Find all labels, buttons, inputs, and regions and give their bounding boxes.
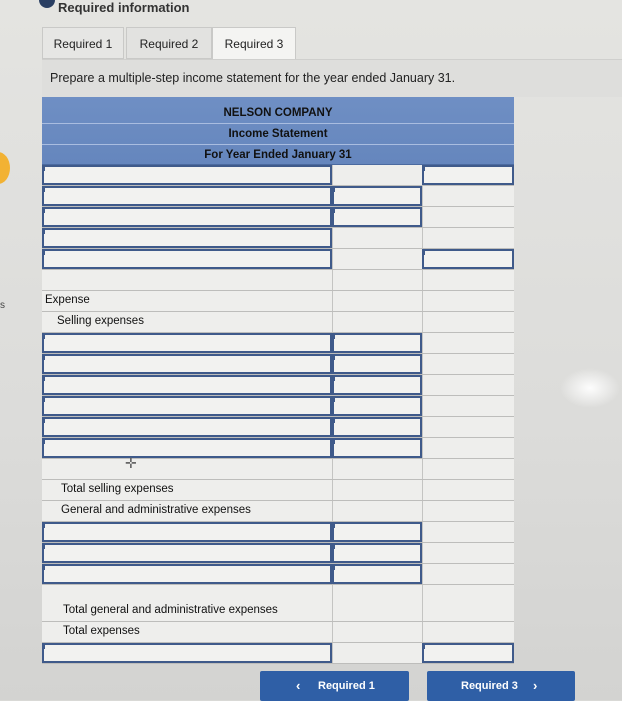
statement-period: For Year Ended January 31 bbox=[204, 149, 352, 161]
previous-required-button[interactable] bbox=[260, 671, 409, 701]
table-row bbox=[42, 564, 514, 585]
amount-input[interactable] bbox=[332, 643, 422, 663]
amount-input[interactable] bbox=[332, 270, 422, 290]
amount-input[interactable] bbox=[332, 522, 422, 542]
table-row-total-gen-admin bbox=[42, 601, 514, 622]
amount-input[interactable] bbox=[332, 186, 422, 206]
label-input[interactable] bbox=[42, 207, 332, 227]
total-input[interactable] bbox=[422, 438, 514, 458]
label-input[interactable] bbox=[42, 643, 332, 663]
total-input[interactable] bbox=[422, 643, 514, 663]
total-input[interactable] bbox=[422, 165, 514, 185]
amount-cell bbox=[332, 291, 422, 311]
table-row-total-expenses bbox=[42, 622, 514, 643]
amount-input[interactable] bbox=[332, 228, 422, 248]
tab-required-2[interactable]: Required 2 bbox=[126, 27, 212, 59]
label-input[interactable] bbox=[42, 522, 332, 542]
label-input[interactable] bbox=[42, 564, 332, 584]
label-input[interactable] bbox=[42, 228, 332, 248]
amount-cell bbox=[332, 501, 422, 521]
total-cell[interactable] bbox=[422, 480, 514, 500]
table-row bbox=[42, 375, 514, 396]
chevron-left-icon: ‹ bbox=[296, 678, 301, 693]
statement-title: Income Statement bbox=[228, 128, 328, 140]
amount-input[interactable] bbox=[332, 396, 422, 416]
tab-required-3[interactable]: Required 3 bbox=[212, 27, 296, 61]
chevron-right-icon: › bbox=[533, 678, 538, 693]
table-row bbox=[42, 333, 514, 354]
table-row bbox=[42, 354, 514, 375]
header-divider bbox=[42, 144, 514, 145]
amount-cell[interactable] bbox=[332, 480, 422, 500]
screen-glare bbox=[560, 368, 620, 408]
total-cell bbox=[422, 312, 514, 332]
total-expenses-label: Total expenses bbox=[63, 625, 140, 637]
table-row bbox=[42, 417, 514, 438]
label-input[interactable] bbox=[42, 459, 332, 479]
label-input[interactable] bbox=[42, 249, 332, 269]
table-row bbox=[42, 207, 514, 228]
total-selling-expenses-label: Total selling expenses bbox=[61, 483, 174, 495]
total-input[interactable] bbox=[422, 186, 514, 206]
next-button-label: Required 3 bbox=[461, 680, 518, 692]
total-input[interactable] bbox=[422, 228, 514, 248]
total-input[interactable] bbox=[422, 333, 514, 353]
total-input[interactable] bbox=[422, 417, 514, 437]
total-input[interactable] bbox=[422, 375, 514, 395]
table-row bbox=[42, 438, 514, 459]
total-input[interactable] bbox=[422, 207, 514, 227]
table-row bbox=[42, 543, 514, 564]
label-cell bbox=[42, 622, 332, 642]
table-row bbox=[42, 522, 514, 543]
label-input[interactable] bbox=[42, 543, 332, 563]
amount-input[interactable] bbox=[332, 543, 422, 563]
amount-cell bbox=[332, 312, 422, 332]
table-row-gen-admin bbox=[42, 501, 514, 522]
amount-input[interactable] bbox=[332, 165, 422, 185]
amount-input[interactable] bbox=[332, 564, 422, 584]
total-input[interactable] bbox=[422, 354, 514, 374]
amount-input[interactable] bbox=[332, 207, 422, 227]
total-gen-admin-expenses-label: Total general and administrative expenses bbox=[63, 604, 278, 616]
table-row bbox=[42, 228, 514, 249]
total-cell bbox=[422, 291, 514, 311]
label-input[interactable] bbox=[42, 165, 332, 185]
table-row-selling-expenses bbox=[42, 312, 514, 333]
total-cell[interactable] bbox=[422, 601, 514, 621]
margin-text: s bbox=[0, 300, 5, 311]
total-input[interactable] bbox=[422, 564, 514, 584]
amount-input[interactable] bbox=[332, 249, 422, 269]
label-input[interactable] bbox=[42, 354, 332, 374]
label-input[interactable] bbox=[42, 333, 332, 353]
total-input[interactable] bbox=[422, 522, 514, 542]
table-row bbox=[42, 396, 514, 417]
total-input[interactable] bbox=[422, 249, 514, 269]
total-input[interactable] bbox=[422, 396, 514, 416]
expense-label: Expense bbox=[45, 294, 90, 306]
table-row-total-selling bbox=[42, 480, 514, 501]
label-input[interactable] bbox=[42, 396, 332, 416]
label-cell bbox=[42, 601, 332, 621]
amount-input[interactable] bbox=[332, 375, 422, 395]
amount-input[interactable] bbox=[332, 333, 422, 353]
table-row bbox=[42, 643, 514, 664]
amount-cell[interactable] bbox=[332, 622, 422, 642]
header-divider bbox=[42, 123, 514, 124]
next-required-button[interactable] bbox=[427, 671, 575, 701]
table-row bbox=[42, 165, 514, 186]
table-row bbox=[42, 186, 514, 207]
amount-input[interactable] bbox=[332, 354, 422, 374]
table-row bbox=[42, 249, 514, 270]
label-input[interactable] bbox=[42, 417, 332, 437]
gen-admin-expenses-label: General and administrative expenses bbox=[61, 504, 251, 516]
table-row bbox=[42, 270, 514, 291]
total-input[interactable] bbox=[422, 459, 514, 479]
total-cell[interactable] bbox=[422, 622, 514, 642]
instruction-text: Prepare a multiple-step income statement for the year ended January 31. bbox=[50, 71, 456, 85]
label-cell bbox=[42, 480, 332, 500]
label-input[interactable] bbox=[42, 438, 332, 458]
amount-cell[interactable] bbox=[332, 601, 422, 621]
total-input[interactable] bbox=[422, 543, 514, 563]
total-cell bbox=[422, 501, 514, 521]
selling-expenses-label: Selling expenses bbox=[57, 315, 144, 327]
label-input[interactable] bbox=[42, 270, 332, 290]
tab-required-1[interactable]: Required 1 bbox=[42, 27, 124, 59]
table-row-expense bbox=[42, 291, 514, 312]
total-input[interactable] bbox=[422, 270, 514, 290]
info-indicator-icon bbox=[39, 0, 55, 8]
cursor-crosshair-icon: ✛ bbox=[125, 455, 137, 471]
label-cell bbox=[42, 291, 332, 311]
amount-input[interactable] bbox=[332, 417, 422, 437]
statement-header bbox=[42, 97, 514, 165]
label-cell bbox=[42, 312, 332, 332]
amount-input[interactable] bbox=[332, 438, 422, 458]
label-input[interactable] bbox=[42, 186, 332, 206]
side-indicator-icon bbox=[0, 152, 10, 184]
label-input[interactable] bbox=[42, 375, 332, 395]
previous-button-label: Required 1 bbox=[318, 680, 375, 692]
instruction-bar bbox=[42, 59, 622, 97]
table-row bbox=[42, 459, 514, 480]
amount-input[interactable] bbox=[332, 459, 422, 479]
label-cell bbox=[42, 501, 332, 521]
company-name: NELSON COMPANY bbox=[223, 107, 333, 119]
income-statement-sheet bbox=[42, 97, 514, 662]
required-information-title: Required information bbox=[58, 0, 190, 15]
